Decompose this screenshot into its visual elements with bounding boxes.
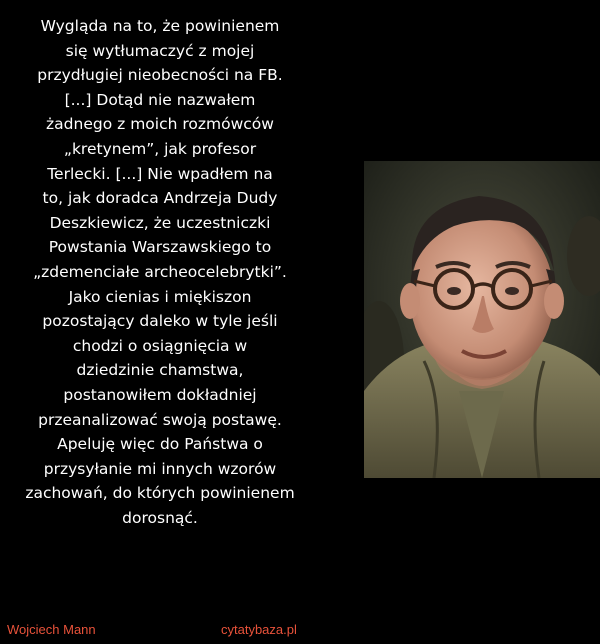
quote-line: pozostający daleko w tyle jeśli — [42, 312, 278, 331]
quote-line: Powstania Warszawskiego to — [48, 238, 272, 257]
quote-line: Deszkiewicz, że uczestniczki — [49, 213, 271, 232]
quote-line: dziedzinie chamstwa, — [76, 361, 244, 380]
quote-line: zachowań, do których powinienem — [25, 484, 295, 503]
quote-line: Jako cienias i miękiszon — [68, 287, 252, 306]
quote-line: [...] Dotąd nie nazwałem — [64, 90, 256, 109]
author-name[interactable]: Wojciech Mann — [7, 622, 96, 637]
quote-line: Apeluję więc do Państwa o — [57, 435, 263, 454]
quote-line: przeanalizować swoją postawę. — [38, 410, 282, 429]
site-link[interactable]: cytatybaza.pl — [221, 622, 297, 637]
quote-line: żadnego z moich rozmówców — [46, 115, 274, 134]
quote-line: postanowiłem dokładniej — [63, 385, 257, 404]
quote-text — [8, 14, 312, 530]
quote-line: Wygląda na to, że powinienem — [40, 17, 280, 35]
quote-line: Terlecki. [...] Nie wpadłem na — [47, 164, 273, 183]
quote-line: przydługiej nieobecności na FB. — [37, 66, 283, 85]
quote-line: chodzi o osiągnięcia w — [72, 336, 248, 355]
quote-line: „kretynem”, jak profesor — [63, 139, 257, 158]
quote-line: dorosnąć. — [122, 508, 198, 527]
quote-line: to, jak doradca Andrzeja Dudy — [42, 189, 278, 208]
quote-line: „zdemenciałe archeocelebrytki”. — [33, 262, 287, 281]
author-photo — [364, 161, 600, 478]
quote-line: się wytłumaczyć z mojej — [65, 41, 255, 60]
quote-line: przysyłanie mi innych wzorów — [43, 459, 277, 478]
